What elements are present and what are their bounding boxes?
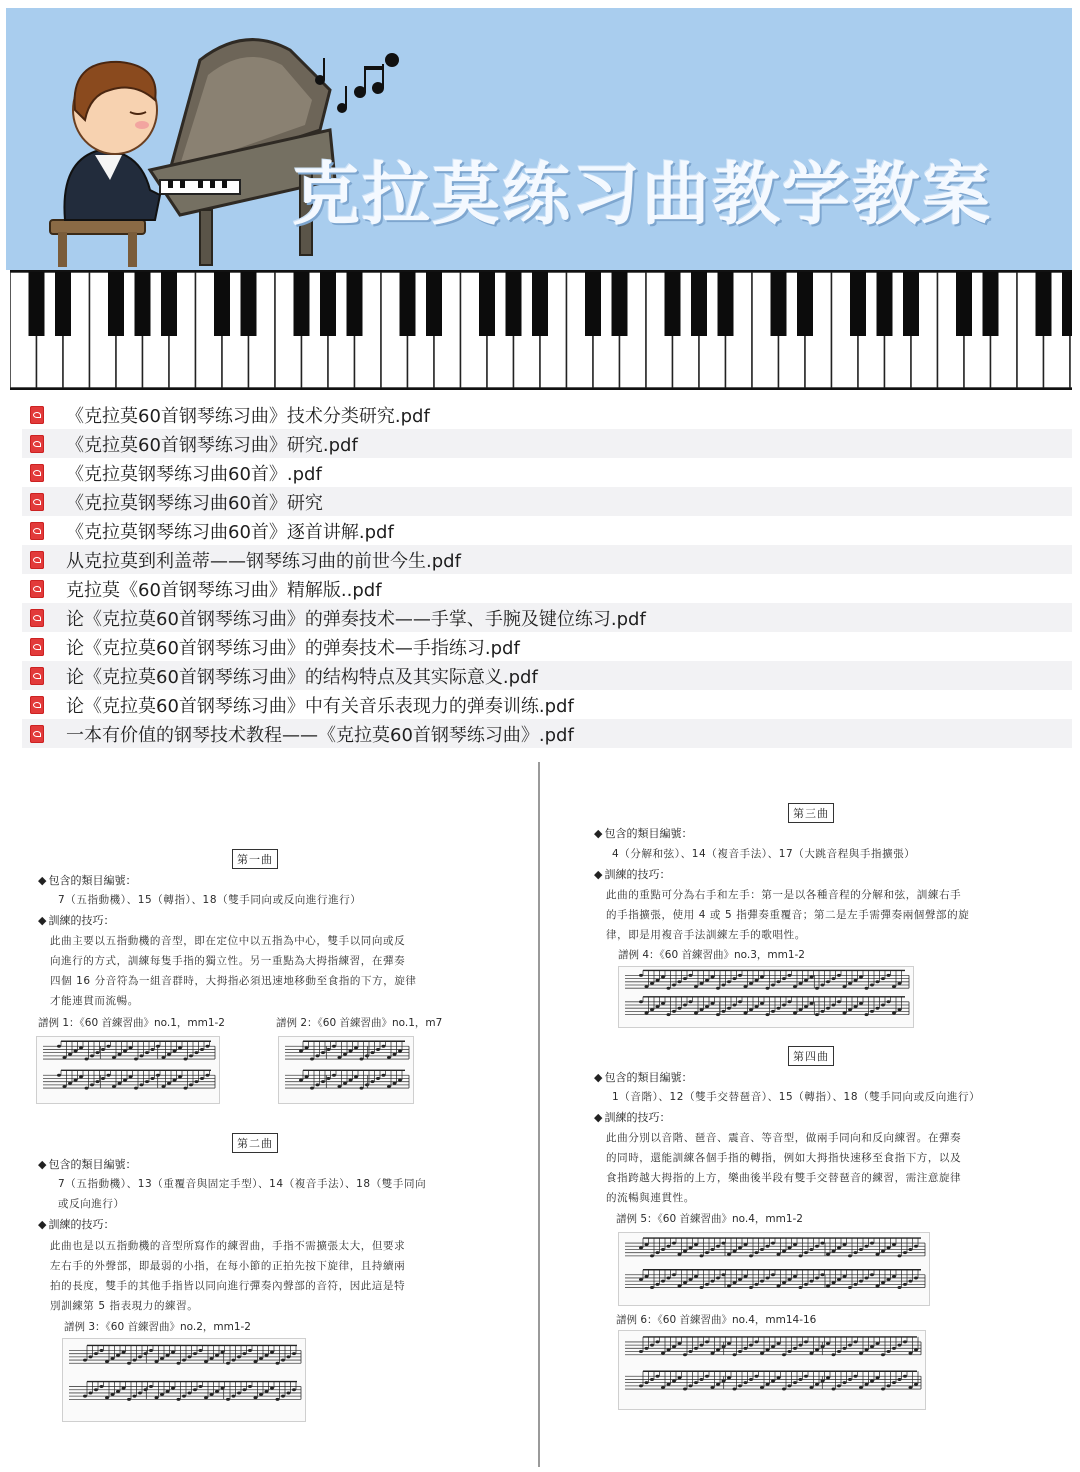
file-row[interactable] xyxy=(22,690,1072,719)
section4-category-label: ◆ 包含的類目編號： xyxy=(594,1069,692,1085)
section4-line: 食指跨越大拇指的上方，樂曲後半段有雙手交替琶音的練習，需注意旋律 xyxy=(606,1172,962,1184)
score-example-1 xyxy=(36,1036,220,1104)
file-row[interactable] xyxy=(22,719,1072,748)
file-row[interactable] xyxy=(22,487,1072,516)
file-name: 《克拉莫钢琴练习曲60首》研究 xyxy=(66,492,323,514)
section2-line: 左右手的外聲部，即最弱的小指，在每小節的正拍先按下旋律，且持續兩 xyxy=(50,1260,406,1272)
section1-line: 才能連貫而流暢。 xyxy=(50,995,139,1007)
section4-line: 此曲分別以音階、琶音、震音、等音型，做兩手同向和反向練習。在彈奏 xyxy=(606,1132,962,1144)
file-name: 《克拉莫60首钢琴练习曲》研究.pdf xyxy=(66,434,358,456)
section-title-2: 第二曲 xyxy=(232,1133,278,1153)
file-name: 一本有价值的钢琴技术教程——《克拉莫60首钢琴练习曲》.pdf xyxy=(66,724,574,746)
file-name: 从克拉莫到利盖蒂——钢琴练习曲的前世今生.pdf xyxy=(66,550,461,572)
example-6-caption: 譜例 6：《60 首練習曲》no.4，mm14-16 xyxy=(616,1314,817,1326)
pdf-file-icon xyxy=(30,406,44,424)
section1-category-label: ◆ 包含的類目編號： xyxy=(38,872,136,888)
section1-line: 四個 16 分音符為一組音群時，大拇指必須迅速地移動至食指的下方，旋律 xyxy=(50,975,417,987)
section-title-1: 第一曲 xyxy=(232,849,278,869)
pdf-file-icon xyxy=(30,551,44,569)
section3-category-text: 4（分解和弦）、14（複音手法）、17（大跳音程與手指擴張） xyxy=(612,848,916,860)
file-name: 克拉莫《60首钢琴练习曲》精解版..pdf xyxy=(66,579,382,601)
section2-line: 拍的長度，雙手的其他手指皆以同向進行彈奏內聲部的音符，因此這是特 xyxy=(50,1280,406,1292)
file-row[interactable] xyxy=(22,429,1072,458)
section2-line: 別訓練第 5 指表現力的練習。 xyxy=(50,1300,199,1312)
page-divider xyxy=(538,762,540,1467)
file-row[interactable] xyxy=(22,603,1072,632)
section2-technique-label: ◆ 訓練的技巧： xyxy=(38,1216,114,1232)
score-example-3 xyxy=(62,1338,306,1422)
file-name: 论《克拉莫60首钢琴练习曲》的结构特点及其实际意义.pdf xyxy=(66,666,538,688)
section2-line: 此曲也是以五指動機的音型所寫作的練習曲，手指不需擴張太大，但要求 xyxy=(50,1240,406,1252)
banner-title: 克拉莫练习曲教学教案 xyxy=(292,155,993,235)
banner xyxy=(0,0,1080,392)
file-row[interactable] xyxy=(22,545,1072,574)
section2-category-text: 7（五指動機）、13（重覆音與固定手型）、14（複音手法）、18（雙手同向 xyxy=(58,1178,427,1190)
score-example-6 xyxy=(618,1330,926,1410)
file-name: 论《克拉莫60首钢琴练习曲》的弹奏技术—手指练习.pdf xyxy=(66,637,520,659)
pdf-file-icon xyxy=(30,464,44,482)
section4-category-text: 1（音階）、12（雙手交替琶音）、15（轉指）、18（雙手同向或反向進行） xyxy=(612,1091,981,1103)
file-row[interactable] xyxy=(22,661,1072,690)
example-2-caption: 譜例 2：《60 首練習曲》no.1，m7 xyxy=(276,1017,443,1029)
section-title-3: 第三曲 xyxy=(788,803,834,823)
pdf-file-icon xyxy=(30,667,44,685)
file-name: 论《克拉莫60首钢琴练习曲》中有关音乐表现力的弹奏训练.pdf xyxy=(66,695,574,717)
example-3-caption: 譜例 3：《60 首練習曲》no.2，mm1-2 xyxy=(64,1321,251,1333)
pdf-file-icon xyxy=(30,435,44,453)
pdf-file-icon xyxy=(30,609,44,627)
file-row[interactable] xyxy=(22,400,1072,429)
section2-category-text: 或反向進行） xyxy=(58,1198,125,1210)
section1-category-text: 7（五指動機）、15（轉指）、18（雙手同向或反向進行進行） xyxy=(58,894,362,906)
section1-line: 此曲主要以五指動機的音型，即在定位中以五指為中心，雙手以同向或反 xyxy=(50,935,406,947)
file-row[interactable] xyxy=(22,516,1072,545)
pdf-file-icon xyxy=(30,493,44,511)
pdf-file-icon xyxy=(30,638,44,656)
file-row[interactable] xyxy=(22,632,1072,661)
file-name: 论《克拉莫60首钢琴练习曲》的弹奏技术——手掌、手腕及键位练习.pdf xyxy=(66,608,646,630)
file-row[interactable] xyxy=(22,574,1072,603)
section3-line: 的手指擴張，使用 4 或 5 指彈奏重覆音；第二是左手需彈奏兩個聲部的旋 xyxy=(606,909,970,921)
section4-technique-label: ◆ 訓練的技巧： xyxy=(594,1109,670,1125)
pdf-file-icon xyxy=(30,696,44,714)
file-row[interactable] xyxy=(22,458,1072,487)
section3-technique-label: ◆ 訓練的技巧： xyxy=(594,866,670,882)
section3-line: 此曲的重點可分為右手和左手：第一是以各種音程的分解和弦，訓練右手 xyxy=(606,889,962,901)
score-example-4 xyxy=(618,966,914,1028)
file-list xyxy=(22,400,1072,748)
pdf-file-icon xyxy=(30,522,44,540)
piano-keyboard-decoration xyxy=(10,270,1072,390)
file-name: 《克拉莫钢琴练习曲60首》.pdf xyxy=(66,463,322,485)
example-1-caption: 譜例 1：《60 首練習曲》no.1，mm1-2 xyxy=(38,1017,225,1029)
pdf-file-icon xyxy=(30,580,44,598)
file-name: 《克拉莫钢琴练习曲60首》逐首讲解.pdf xyxy=(66,521,394,543)
section3-category-label: ◆ 包含的類目編號： xyxy=(594,825,692,841)
section1-technique-label: ◆ 訓練的技巧： xyxy=(38,912,114,928)
section-title-4: 第四曲 xyxy=(788,1046,834,1066)
score-example-5 xyxy=(618,1232,930,1306)
example-4-caption: 譜例 4：《60 首練習曲》no.3，mm1-2 xyxy=(618,949,805,961)
section4-line: 的同時，還能訓練各個手指的轉指，例如大拇指快速移至食指下方，以及 xyxy=(606,1152,962,1164)
section4-line: 的流暢與連貫性。 xyxy=(606,1192,695,1204)
section3-line: 律，即是用複音手法訓練左手的歌唱性。 xyxy=(606,929,806,941)
score-example-2 xyxy=(278,1036,414,1104)
pdf-file-icon xyxy=(30,725,44,743)
example-5-caption: 譜例 5：《60 首練習曲》no.4，mm1-2 xyxy=(616,1213,803,1225)
file-name: 《克拉莫60首钢琴练习曲》技术分类研究.pdf xyxy=(66,405,430,427)
section1-line: 向進行的方式，訓練每隻手指的獨立性。另一重點為大拇指練習，在彈奏 xyxy=(50,955,406,967)
section2-category-label: ◆ 包含的類目編號： xyxy=(38,1156,136,1172)
